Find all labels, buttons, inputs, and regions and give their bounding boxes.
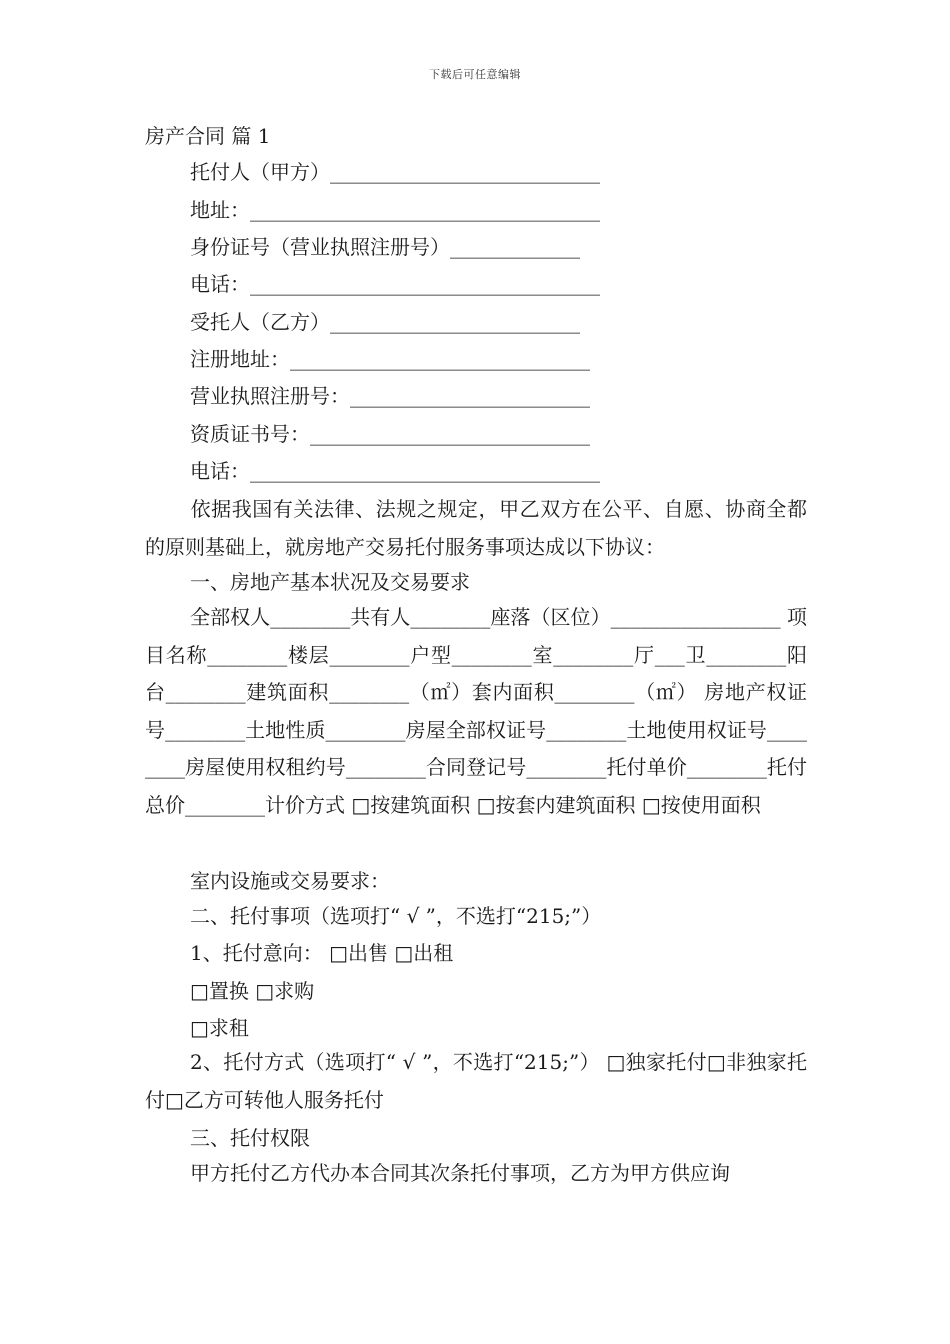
field-phone-a: 电话：___________________________________ — [190, 272, 600, 296]
section3-heading: 三、托付权限 — [190, 1126, 310, 1150]
intro-paragraph: 依据我国有关法律、法规之规定，甲乙双方在公平、自愿、协商全都的原则基础上，就房地产交易托付服务事项达成以下协议： — [145, 497, 807, 559]
field-phone-b: 电话：___________________________________ — [190, 459, 600, 483]
indoor-requirements: 室内设施或交易要求： — [190, 869, 390, 893]
field-certificate-number: 资质证书号：____________________________ — [190, 422, 590, 446]
item-entrust-method: 2、托付方式（选项打“ √ ”，不选打“215;”） □独家托付□非独家托付□乙方可转他人服务托付 — [145, 1050, 807, 1112]
field-address: 地址：___________________________________ — [190, 198, 600, 222]
field-agent: 受托人（乙方）_________________________ — [190, 310, 580, 334]
field-registered-address-blank: ______________________________ — [290, 347, 590, 371]
document-title: 房产合同 篇 1 — [145, 124, 271, 148]
field-agent-blank: _________________________ — [330, 310, 580, 334]
field-address-blank: ___________________________________ — [250, 198, 600, 222]
field-phone-b-blank: ___________________________________ — [250, 459, 600, 483]
field-client: 托付人（甲方）___________________________ — [190, 160, 600, 184]
field-license-number: 营业执照注册号：________________________ — [190, 384, 590, 408]
item-intent: 1、托付意向： □出售 □出租 — [190, 941, 454, 965]
item-intent-rent: □求租 — [190, 1016, 249, 1040]
page-header: 下载后可任意编辑 — [429, 68, 521, 81]
field-client-blank: ___________________________ — [330, 160, 600, 184]
field-certificate-number-blank: ____________________________ — [310, 422, 590, 446]
section1-body: 全部权人________共有人________座落（区位）_________________ 项目名称________楼层________户型________室________厅___卫________阳台________建筑面积________（㎡）套内面积________（㎡） 房地产权证号________土地性质________房屋全部权证号________土地使用权证号________房屋使用权租约号________合同登记号________托付单价________托付总价________计价方式 □按建筑面积 □按套内建筑面积 □按使用面积 — [145, 605, 807, 817]
field-id-number: 身份证号（营业执照注册号）_____________ — [190, 235, 580, 259]
section2-heading: 二、托付事项（选项打“ √ ”，不选打“215;”） — [190, 904, 602, 928]
field-id-number-blank: _____________ — [450, 235, 580, 259]
section1-heading: 一、房地产基本状况及交易要求 — [190, 570, 470, 594]
field-phone-a-blank: ___________________________________ — [250, 272, 600, 296]
field-registered-address: 注册地址：______________________________ — [190, 347, 590, 371]
section3-body: 甲方托付乙方代办本合同其次条托付事项，乙方为甲方供应询 — [190, 1161, 730, 1185]
item-intent-options: □置换 □求购 — [190, 979, 315, 1003]
field-license-number-blank: ________________________ — [350, 384, 590, 408]
